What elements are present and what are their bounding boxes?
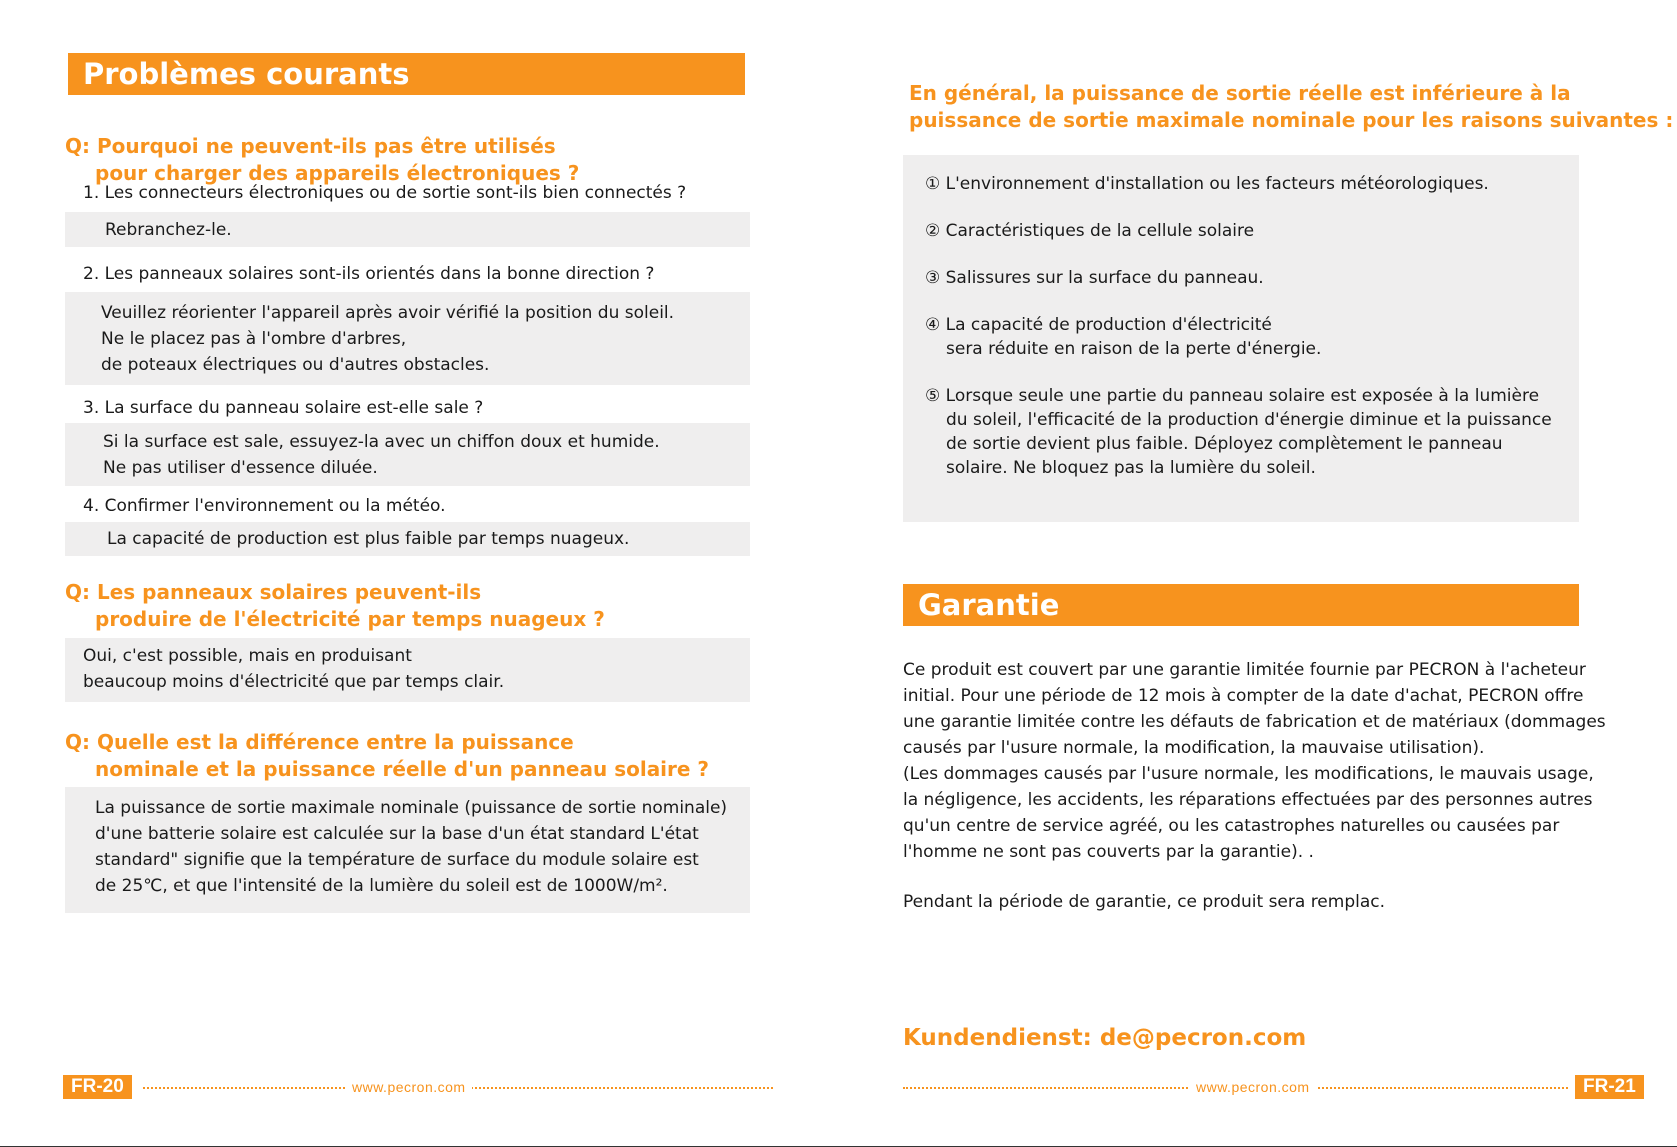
question-1-line2: pour charger des appareils électroniques ?: [95, 161, 580, 185]
answer-line: Ne le placez pas à l'ombre d'arbres,: [101, 329, 407, 349]
warranty-paragraph-2: Pendant la période de garantie, ce produit sera remplac.: [903, 892, 1386, 912]
answer-line: La puissance de sortie maximale nominale (puissance de sortie nominale): [95, 798, 728, 818]
checklist-item-1: 1. Les connecteurs électroniques ou de sortie sont-ils bien connectés ?: [83, 183, 687, 203]
reasons-title-line1: En général, la puissance de sortie réelle est inférieure à la: [909, 81, 1571, 105]
question-3-line2: nominale et la puissance réelle d'un panneau solaire ?: [95, 757, 710, 781]
section-title: Garantie: [918, 588, 1060, 622]
answer-line: d'une batterie solaire est calculée sur la base d'un état standard L'état: [95, 824, 699, 844]
answer-box-q3: [65, 787, 750, 913]
footer-url[interactable]: www.pecron.com: [346, 1076, 472, 1098]
answer-line: Si la surface est sale, essuyez-la avec un chiffon doux et humide.: [103, 432, 660, 452]
answer-line: La capacité de production est plus faible par temps nuageux.: [107, 529, 630, 549]
checklist-item-4: 4. Confirmer l'environnement ou la météo.: [83, 496, 446, 516]
answer-line: Veuillez réorienter l'appareil après avoir vérifié la position du soleil.: [101, 303, 675, 323]
question-1-line1: Q: Pourquoi ne peuvent-ils pas être utilisés: [65, 134, 556, 158]
footer-left: [63, 1075, 775, 1099]
question-3-title: [65, 729, 709, 783]
page-left: [0, 0, 838, 1147]
answer-box-4: [65, 522, 750, 556]
reason-item-2: ② Caractéristiques de la cellule solaire: [925, 221, 1255, 241]
question-2-line1: Q: Les panneaux solaires peuvent-ils: [65, 580, 482, 604]
warranty-paragraph-1: Ce produit est couvert par une garantie limitée fournie par PECRON à l'acheteur initial. Pour une période de 12 mois à compter de la date d'achat, PECRON offre une garantie limitée contre les défauts de fabrication et de matériaux (dommages causés par l'usure normale, la modification, la mauvaise utilisation). (Les dommages causés par l'usure normale, les modifications, le mauvais usage, la négligence, les accidents, les réparations effectuées par des personnes autres qu'un centre de service agréé, ou les catastrophes naturelles ou causées par l'homme ne sont pas couverts par la garantie). .: [903, 660, 1606, 862]
section-title: Problèmes courants: [83, 57, 410, 91]
answer-line: Ne pas utiliser d'essence diluée.: [103, 458, 378, 478]
answer-box-q2: [65, 638, 750, 702]
reasons-box: [903, 155, 1579, 522]
answer-line: beaucoup moins d'électricité que par temps clair.: [83, 672, 505, 692]
section-header-problems: [68, 53, 745, 95]
answer-line: Oui, c'est possible, mais en produisant: [83, 646, 412, 666]
answer-box-3: [65, 423, 750, 486]
checklist-item-3: 3. La surface du panneau solaire est-elle sale ?: [83, 398, 484, 418]
reasons-title-line2: puissance de sortie maximale nominale pour les raisons suivantes :: [909, 108, 1674, 132]
answer-line: de poteaux électriques ou d'autres obstacles.: [101, 355, 490, 375]
reason-item-4: ④ La capacité de production d'électricité sera réduite en raison de la perte d'énergie.: [925, 315, 1322, 359]
section-header-warranty: [903, 584, 1579, 626]
page-right: [838, 0, 1677, 1147]
answer-line: standard" signifie que la température de surface du module solaire est: [95, 850, 699, 870]
reason-item-3: ③ Salissures sur la surface du panneau.: [925, 268, 1264, 288]
reasons-title: [909, 80, 1673, 134]
answer-box-2: [65, 292, 750, 385]
checklist-item-2: 2. Les panneaux solaires sont-ils orientés dans la bonne direction ?: [83, 264, 655, 284]
page-number-badge: FR-21: [1575, 1075, 1644, 1099]
customer-service-contact[interactable]: Kundendienst: de@pecron.com: [903, 1025, 1307, 1051]
reason-item-1: ① L'environnement d'installation ou les facteurs météorologiques.: [925, 174, 1489, 194]
footer-url[interactable]: www.pecron.com: [1190, 1076, 1316, 1098]
question-1-title: [65, 133, 579, 187]
footer-right: [903, 1075, 1651, 1099]
answer-box-1: [65, 212, 750, 247]
reason-item-5: ⑤ Lorsque seule une partie du panneau solaire est exposée à la lumière du soleil, l'efficacité de la production d'énergie diminue et la puissance de sortie devient plus faible. Déployez complètement le panneau solaire. Ne bloquez pas la lumière du soleil.: [925, 386, 1552, 478]
page-number-badge: FR-20: [63, 1075, 132, 1099]
question-3-line1: Q: Quelle est la différence entre la puissance: [65, 730, 574, 754]
question-2-title: [65, 579, 605, 633]
answer-line: de 25℃, et que l'intensité de la lumière du soleil est de 1000W/m².: [95, 876, 668, 896]
answer-line: Rebranchez-le.: [105, 220, 232, 240]
question-2-line2: produire de l'électricité par temps nuageux ?: [95, 607, 605, 631]
